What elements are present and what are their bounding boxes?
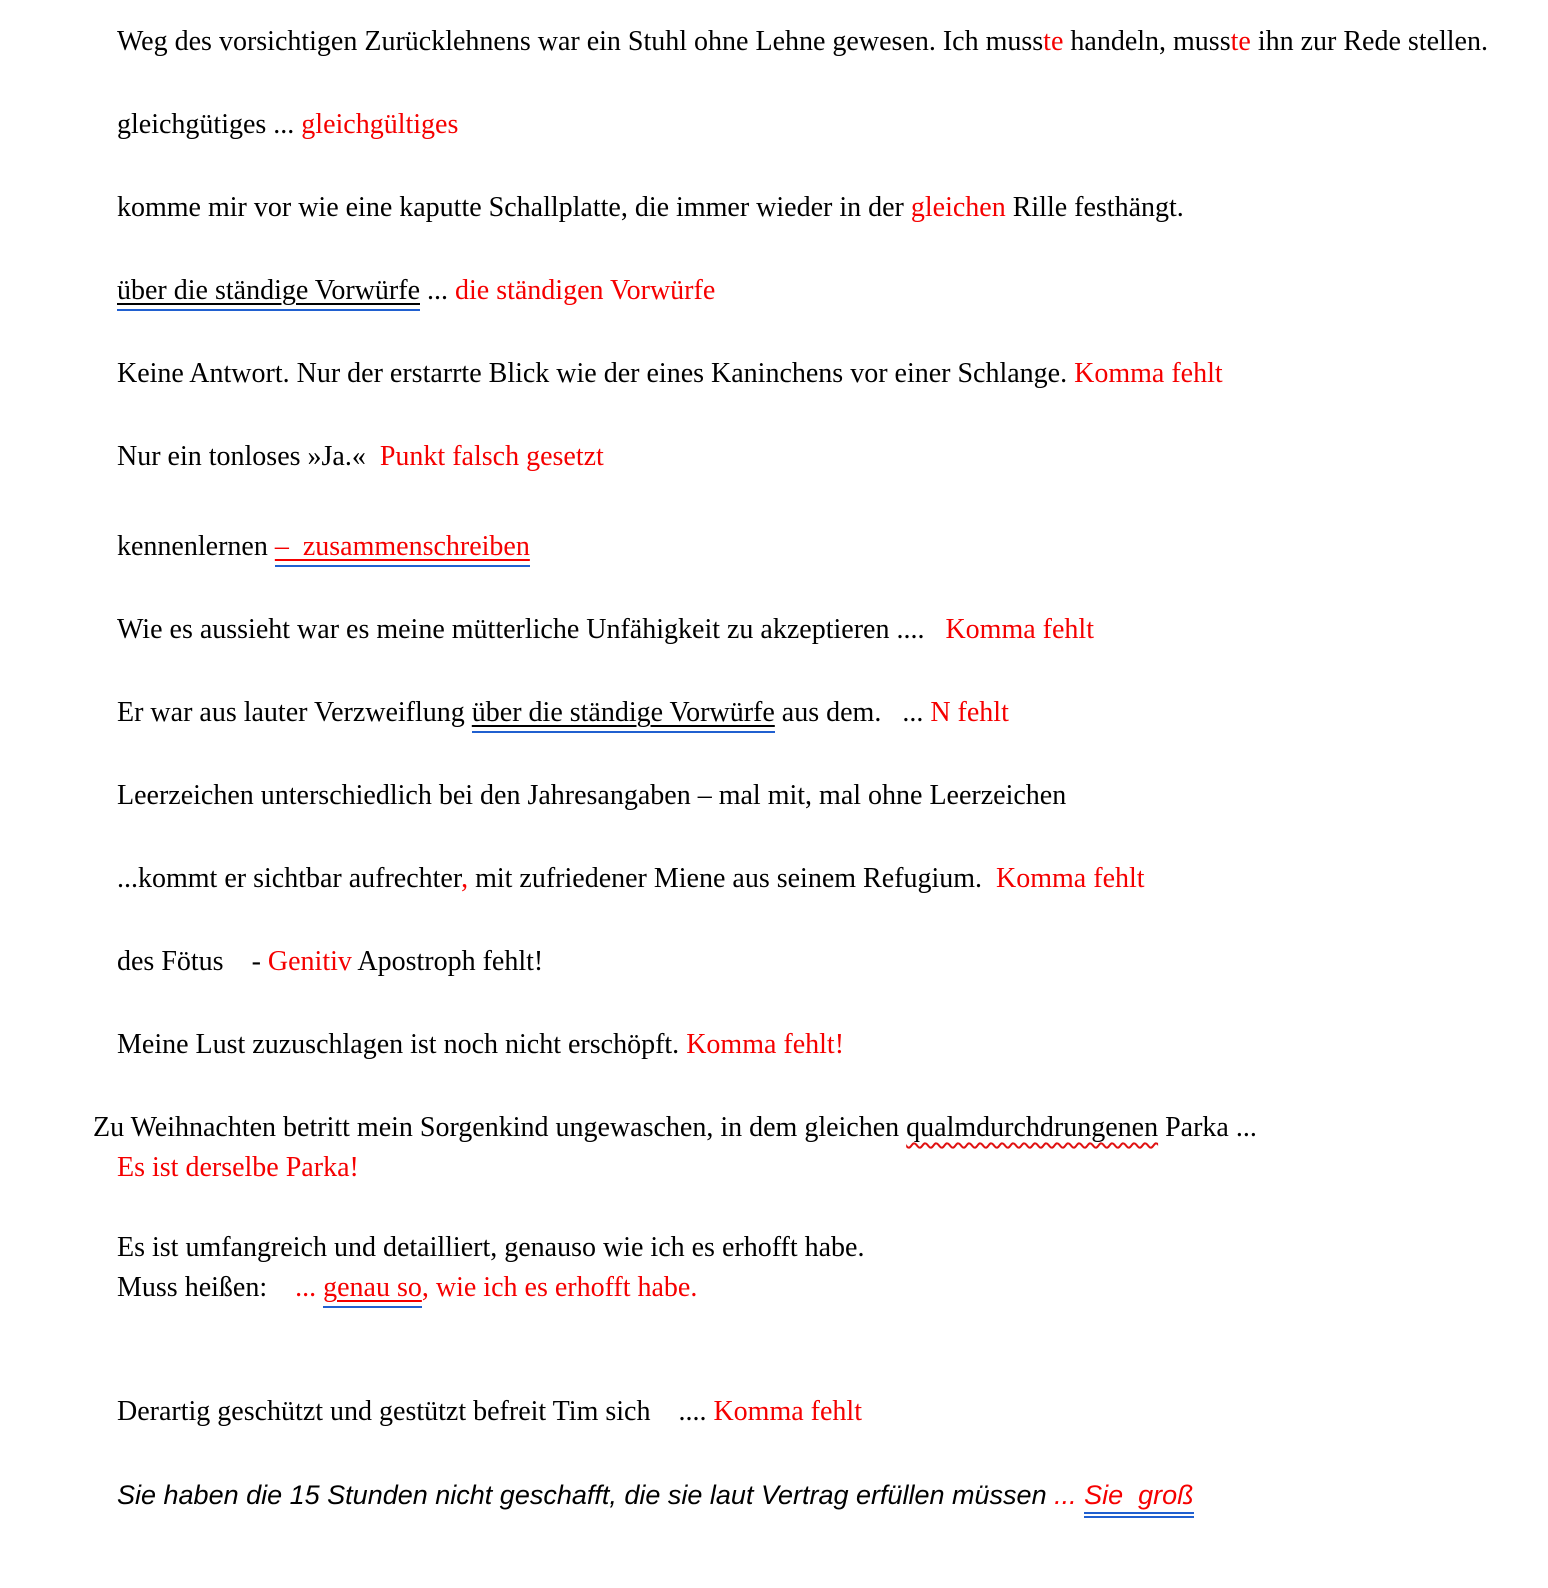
text-segment: aus dem. ... xyxy=(774,697,931,728)
para-refugium xyxy=(93,859,1524,899)
para-umfangreich-line-2 xyxy=(117,1268,1524,1308)
text-segment: Parka ... xyxy=(1158,1112,1257,1143)
para-foetus-line-1 xyxy=(117,942,1524,982)
text-segment-wavy: qualmdurchdrungenen xyxy=(906,1112,1159,1143)
text-segment: ... xyxy=(420,275,455,306)
para-derartig xyxy=(93,1392,1524,1432)
text-segment: Keine Antwort. Nur der erstarrte Blick wie der eines Kaninchens vor einer Schlange. xyxy=(117,358,1075,389)
para-schallplatte-line-1 xyxy=(117,188,1524,228)
text-segment-ured: – zusammenschreiben xyxy=(275,531,530,567)
text-segment: kennenlernen xyxy=(117,531,275,562)
text-segment-red: N fehlt xyxy=(930,697,1009,728)
text-segment: gleichgütiges ... xyxy=(117,109,302,140)
para-umfangreich-line-1 xyxy=(117,1228,1524,1268)
text-segment: handeln, muss xyxy=(1063,26,1231,57)
text-segment-red: Komma fehlt! xyxy=(686,1029,845,1060)
text-segment: Muss heißen: xyxy=(117,1272,296,1303)
text-segment: komme mir vor wie eine kaputte Schallplatte, die immer wieder in der xyxy=(117,192,911,223)
text-segment: Sie haben die 15 Stunden nicht geschafft, die sie laut Vertrag erfüllen müssen xyxy=(117,1480,1055,1510)
text-segment: des Fötus - xyxy=(117,946,268,977)
text-segment-ured: genau so xyxy=(323,1272,422,1308)
para-weihnachten-line-1 xyxy=(93,1108,1524,1148)
para-verzweiflung-line-1 xyxy=(117,693,1524,733)
text-segment-red: , wie ich es erhofft habe. xyxy=(421,1272,698,1303)
text-segment: Leerzeichen unterschiedlich bei den Jahresangaben – mal mit, mal ohne Leerzeichen xyxy=(117,780,1067,811)
para-kennenlernen-line-1 xyxy=(117,527,1524,567)
para-gleichguetiges xyxy=(93,105,1524,145)
text-segment: Rille festhängt. xyxy=(1005,192,1184,223)
para-tonloses-ja-line-1 xyxy=(117,437,1524,477)
para-weihnachten-line-2 xyxy=(117,1148,1524,1188)
text-segment-red: Komma fehlt xyxy=(713,1396,862,1427)
para-keine-antwort xyxy=(93,354,1524,394)
text-segment: ihn zur Rede stellen. xyxy=(1250,26,1488,57)
para-wie-es-aussieht-line-1 xyxy=(117,610,1524,650)
para-musste-handeln xyxy=(93,22,1524,62)
text-segment-red: gleichgültiges xyxy=(301,109,459,140)
text-segment: Nur ein tonloses »Ja.« xyxy=(117,441,380,472)
para-derartig-line-1 xyxy=(117,1392,1524,1432)
text-segment-red: die ständigen Vorwürfe xyxy=(455,275,716,306)
text-segment-red: gleichen xyxy=(910,192,1006,223)
text-segment-ublk: über die ständige Vorwürfe xyxy=(472,697,775,733)
text-segment-red: te xyxy=(1230,26,1251,57)
text-segment-red: , xyxy=(461,863,469,894)
para-keine-antwort-line-1 xyxy=(117,354,1524,394)
text-segment-red: Komma fehlt xyxy=(996,863,1145,894)
para-15-stunden xyxy=(93,1475,1524,1515)
text-segment-red: te xyxy=(1043,26,1064,57)
para-foetus xyxy=(93,942,1524,982)
text-segment: Derartig geschützt und gestützt befreit Tim sich .... xyxy=(117,1396,714,1427)
text-segment: Es ist umfangreich und detailliert, genauso wie ich es erhofft habe. xyxy=(117,1232,865,1263)
text-segment-red: Genitiv xyxy=(267,946,352,977)
para-leerzeichen xyxy=(93,776,1524,816)
text-segment: Meine Lust zuzuschlagen ist noch nicht erschöpft. xyxy=(117,1029,687,1060)
para-refugium-line-1 xyxy=(117,859,1524,899)
para-kennenlernen xyxy=(93,527,1524,567)
para-staendige-vorwuerfe-line-1 xyxy=(117,271,1524,311)
text-segment: Er war aus lauter Verzweiflung xyxy=(117,697,472,728)
para-gleichguetiges-line-1 xyxy=(117,105,1524,145)
text-segment: Weg des vorsichtigen Zurücklehnens war ein Stuhl ohne Lehne gewesen. Ich muss xyxy=(117,26,1044,57)
text-segment-red: Es ist derselbe Parka! xyxy=(117,1152,359,1183)
text-segment: Apostroph fehlt! xyxy=(351,946,544,977)
para-wie-es-aussieht xyxy=(93,610,1524,650)
text-segment-ublk: über die ständige Vorwürfe xyxy=(117,275,420,311)
text-segment: ...kommt er sichtbar aufrechter xyxy=(117,863,462,894)
para-weihnachten xyxy=(93,1108,1524,1188)
text-segment-red: ... xyxy=(1054,1480,1085,1510)
para-leerzeichen-line-1 xyxy=(117,776,1524,816)
para-tonloses-ja xyxy=(93,437,1524,477)
para-musste-handeln-line-1 xyxy=(93,22,1524,62)
text-segment-red: ... xyxy=(295,1272,324,1303)
para-umfangreich xyxy=(93,1228,1524,1308)
text-segment: mit zufriedener Miene aus seinem Refugium. xyxy=(468,863,997,894)
para-verzweiflung xyxy=(93,693,1524,733)
para-staendige-vorwuerfe xyxy=(93,271,1524,311)
para-meine-lust-line-1 xyxy=(117,1025,1524,1065)
para-15-stunden-line-1 xyxy=(117,1475,1524,1515)
para-schallplatte xyxy=(93,188,1524,228)
text-segment-red: Komma fehlt xyxy=(945,614,1094,645)
text-segment-dblblue: Sie groß xyxy=(1084,1480,1194,1518)
text-segment-red: Komma fehlt xyxy=(1074,358,1223,389)
text-segment-red: Punkt falsch gesetzt xyxy=(379,441,604,472)
text-segment: Wie es aussieht war es meine mütterliche Unfähigkeit zu akzeptieren .... xyxy=(117,614,946,645)
text-segment: Zu Weihnachten betritt mein Sorgenkind ungewaschen, in dem gleichen xyxy=(93,1112,907,1143)
para-meine-lust xyxy=(93,1025,1524,1065)
